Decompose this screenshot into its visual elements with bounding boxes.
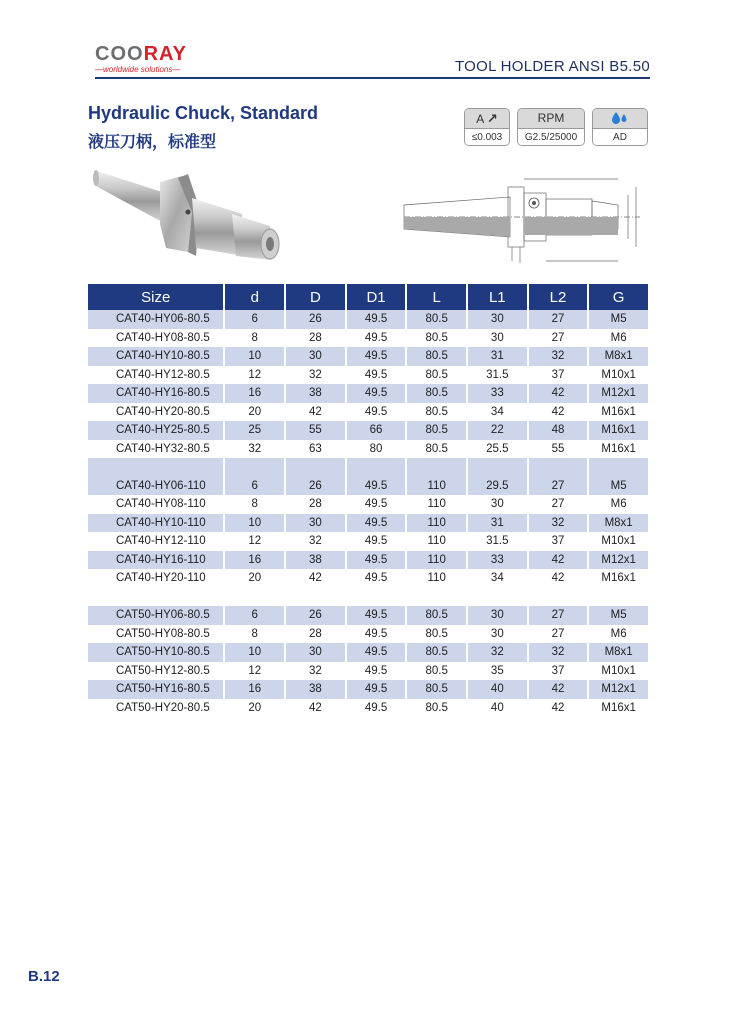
- cell-D1: 66: [345, 421, 406, 440]
- cell-L1: 33: [466, 384, 527, 403]
- cell-D1: 49.5: [345, 514, 406, 533]
- spec-coolant-value: AD: [593, 128, 647, 146]
- column-header-D: D: [284, 284, 345, 310]
- cell-D: 63: [284, 440, 345, 459]
- cell-D1: 49.5: [345, 310, 406, 329]
- column-header-D1: D1: [345, 284, 406, 310]
- cell-G: M5: [587, 477, 648, 496]
- cell-G: M8x1: [587, 643, 648, 662]
- page-number: B.12: [28, 968, 60, 985]
- cell-L1: 31: [466, 347, 527, 366]
- cell-D1: 80: [345, 440, 406, 459]
- cell-L2: 32: [527, 643, 588, 662]
- cell-size: CAT50-HY12-80.5: [116, 664, 210, 677]
- cell-D: [284, 588, 345, 607]
- cell-L: 80.5: [405, 421, 466, 440]
- column-header-L1: L1: [466, 284, 527, 310]
- cell-G: M10x1: [587, 532, 648, 551]
- cell-D1: [345, 588, 406, 607]
- cell-size: [88, 588, 223, 607]
- coolant-drop-icon: [611, 111, 629, 126]
- cell-D1: 49.5: [345, 551, 406, 570]
- cell-L2: 27: [527, 477, 588, 496]
- cell-size: CAT50-HY08-80.5: [116, 627, 210, 640]
- cell-L1: 31.5: [466, 366, 527, 385]
- cell-L: [405, 588, 466, 607]
- brand-wordmark-left: COO: [95, 43, 144, 65]
- cell-L: 110: [405, 569, 466, 588]
- cell-size: CAT40-HY08-110: [116, 498, 206, 511]
- cell-size: CAT50-HY20-80.5: [116, 701, 210, 714]
- table-row: [88, 310, 648, 329]
- cell-L1: 33: [466, 551, 527, 570]
- technical-drawing: [400, 165, 650, 273]
- cell-D: 38: [284, 680, 345, 699]
- cell-d: 12: [223, 662, 284, 681]
- cell-L: 110: [405, 551, 466, 570]
- cell-L2: 32: [527, 514, 588, 533]
- cell-L1: 30: [466, 495, 527, 514]
- cell-D1: 49.5: [345, 680, 406, 699]
- cell-L2: 55: [527, 440, 588, 459]
- brand-tagline: —worldwide solutions—: [95, 65, 181, 74]
- cell-d: 16: [223, 551, 284, 570]
- cell-G: M16x1: [587, 699, 648, 718]
- cell-G: M6: [587, 329, 648, 348]
- table-row: [88, 366, 648, 385]
- cell-L2: 27: [527, 495, 588, 514]
- cell-D: 26: [284, 310, 345, 329]
- cell-L: 110: [405, 477, 466, 496]
- spec-runout: [464, 108, 510, 146]
- cell-d: 10: [223, 347, 284, 366]
- cell-D: 26: [284, 477, 345, 496]
- cell-L: 110: [405, 532, 466, 551]
- cell-D: 28: [284, 625, 345, 644]
- spec-coolant-head: [593, 109, 647, 128]
- cell-D: 42: [284, 699, 345, 718]
- cell-L2: 37: [527, 532, 588, 551]
- cell-d: 12: [223, 532, 284, 551]
- cell-D: 30: [284, 347, 345, 366]
- cell-G: M12x1: [587, 551, 648, 570]
- cell-d: 16: [223, 680, 284, 699]
- cell-G: [587, 588, 648, 607]
- cell-D: 38: [284, 384, 345, 403]
- cell-size: CAT40-HY25-80.5: [88, 421, 223, 440]
- header-divider: [95, 77, 650, 79]
- cell-L: 80.5: [405, 680, 466, 699]
- table-row: [88, 606, 648, 625]
- cell-L2: 27: [527, 310, 588, 329]
- cell-G: M8x1: [587, 514, 648, 533]
- cell-L1: 34: [466, 569, 527, 588]
- cell-size: CAT40-HY06-80.5: [88, 310, 223, 329]
- cell-D1: 49.5: [345, 477, 406, 496]
- cell-D: 55: [284, 421, 345, 440]
- cell-L1: 22: [466, 421, 527, 440]
- cell-L: 80.5: [405, 366, 466, 385]
- cell-d: 6: [223, 310, 284, 329]
- cell-L2: 32: [527, 347, 588, 366]
- cell-L1: 30: [466, 310, 527, 329]
- cell-d: 25: [223, 421, 284, 440]
- spec-runout-label: A: [476, 112, 484, 126]
- cell-D: 26: [284, 606, 345, 625]
- cell-d: 6: [223, 606, 284, 625]
- cell-L2: 37: [527, 662, 588, 681]
- cell-d: 12: [223, 366, 284, 385]
- cell-G: M16x1: [587, 403, 648, 422]
- cell-G: M5: [587, 310, 648, 329]
- column-header-d: d: [223, 284, 284, 310]
- cell-D1: 49.5: [345, 495, 406, 514]
- cell-L1: 40: [466, 699, 527, 718]
- cell-D1: 49.5: [345, 366, 406, 385]
- cell-L2: 42: [527, 403, 588, 422]
- cell-L1: 29.5: [466, 477, 527, 496]
- cell-L: 80.5: [405, 347, 466, 366]
- table-spacer-row: [88, 588, 648, 607]
- cell-L2: 42: [527, 551, 588, 570]
- spec-table: [88, 284, 648, 717]
- spec-rpm: [517, 108, 585, 146]
- cell-L: 110: [405, 495, 466, 514]
- cell-size: CAT40-HY32-80.5: [116, 442, 210, 455]
- cell-L1: 30: [466, 625, 527, 644]
- cell-size: CAT40-HY16-110: [88, 551, 223, 570]
- table-row: [88, 384, 648, 403]
- brand-wordmark-right: RAY: [143, 43, 187, 65]
- cell-D1: 49.5: [345, 662, 406, 681]
- cell-G: M10x1: [587, 366, 648, 385]
- spec-rpm-head: RPM: [518, 109, 584, 128]
- product-photo: [92, 152, 282, 272]
- cell-L: 80.5: [405, 643, 466, 662]
- cell-L: [405, 458, 466, 477]
- cell-d: [223, 458, 284, 477]
- cell-d: 20: [223, 569, 284, 588]
- table-row: [88, 643, 648, 662]
- cell-size: CAT40-HY12-110: [116, 535, 206, 548]
- cell-D1: 49.5: [345, 643, 406, 662]
- cell-L: 80.5: [405, 310, 466, 329]
- cell-L1: 34: [466, 403, 527, 422]
- cell-D: 30: [284, 514, 345, 533]
- cell-G: [587, 458, 648, 477]
- cell-L1: 25.5: [466, 440, 527, 459]
- cell-D1: 49.5: [345, 384, 406, 403]
- cell-D: 32: [284, 532, 345, 551]
- cell-L1: 31.5: [466, 532, 527, 551]
- cell-d: 16: [223, 384, 284, 403]
- cell-d: 10: [223, 643, 284, 662]
- cell-L: 80.5: [405, 329, 466, 348]
- cell-L1: [466, 458, 527, 477]
- cell-L1: 35: [466, 662, 527, 681]
- cell-size: CAT40-HY06-110: [88, 477, 223, 496]
- cell-L2: 27: [527, 625, 588, 644]
- table-row: [88, 662, 648, 681]
- cell-D: 28: [284, 495, 345, 514]
- cell-D1: [345, 458, 406, 477]
- table-row: [88, 477, 648, 496]
- table-row: [88, 699, 648, 718]
- cell-L: 80.5: [405, 403, 466, 422]
- product-title: Hydraulic Chuck, Standard: [88, 103, 319, 123]
- brand-logo: [95, 44, 205, 76]
- cell-D: [284, 458, 345, 477]
- cell-G: M16x1: [587, 569, 648, 588]
- cell-size: CAT50-HY10-80.5: [88, 643, 223, 662]
- cell-L2: 27: [527, 329, 588, 348]
- table-spacer-row: [88, 458, 648, 477]
- cell-L2: 42: [527, 699, 588, 718]
- cell-size: CAT40-HY10-80.5: [88, 347, 223, 366]
- cell-L2: 42: [527, 384, 588, 403]
- cell-L2: 37: [527, 366, 588, 385]
- spec-coolant: [592, 108, 648, 146]
- cell-L: 80.5: [405, 384, 466, 403]
- cell-G: M12x1: [587, 384, 648, 403]
- column-header-L2: L2: [527, 284, 588, 310]
- cell-G: M16x1: [587, 421, 648, 440]
- page-header-title: TOOL HOLDER ANSI B5.50: [454, 58, 650, 75]
- cell-d: [223, 588, 284, 607]
- cell-G: M12x1: [587, 680, 648, 699]
- product-title-cn: 液压刀柄，标准型: [88, 134, 217, 151]
- cell-d: 10: [223, 514, 284, 533]
- cell-L1: 31: [466, 514, 527, 533]
- cell-L2: 48: [527, 421, 588, 440]
- cell-D: 30: [284, 643, 345, 662]
- cell-L: 80.5: [405, 699, 466, 718]
- cell-L2: 42: [527, 569, 588, 588]
- cell-D: 42: [284, 403, 345, 422]
- spec-rpm-value: G2.5/25000: [518, 128, 584, 146]
- cell-D1: 49.5: [345, 403, 406, 422]
- cell-D1: 49.5: [345, 329, 406, 348]
- cell-L: 80.5: [405, 662, 466, 681]
- brand-wordmark: [95, 44, 205, 64]
- cell-size: CAT40-HY16-80.5: [88, 384, 223, 403]
- cell-L: 80.5: [405, 606, 466, 625]
- cell-G: M6: [587, 625, 648, 644]
- table-row: [88, 329, 648, 348]
- cell-size: CAT50-HY06-80.5: [88, 606, 223, 625]
- table-row: [88, 495, 648, 514]
- cell-L2: 42: [527, 680, 588, 699]
- cell-size: CAT40-HY12-80.5: [116, 368, 210, 381]
- cell-D: 38: [284, 551, 345, 570]
- table-row: [88, 347, 648, 366]
- cell-G: M8x1: [587, 347, 648, 366]
- table-row: [88, 680, 648, 699]
- cell-size: CAT40-HY10-110: [88, 514, 223, 533]
- table-row: [88, 440, 648, 459]
- cell-G: M16x1: [587, 440, 648, 459]
- table-row: [88, 551, 648, 570]
- runout-arrow-icon: ↗: [486, 111, 498, 126]
- cell-L: 80.5: [405, 625, 466, 644]
- cell-L1: [466, 588, 527, 607]
- cell-D: 42: [284, 569, 345, 588]
- cell-d: 8: [223, 329, 284, 348]
- table-row: [88, 532, 648, 551]
- column-header-G: G: [587, 284, 648, 310]
- column-header-L: L: [405, 284, 466, 310]
- table-row: [88, 569, 648, 588]
- cell-d: 8: [223, 625, 284, 644]
- table-header-row: [88, 284, 648, 310]
- cell-L1: 32: [466, 643, 527, 662]
- cell-G: M6: [587, 495, 648, 514]
- cell-d: 20: [223, 699, 284, 718]
- cell-size: CAT40-HY08-80.5: [116, 331, 210, 344]
- cell-size: CAT40-HY20-80.5: [116, 405, 210, 418]
- cell-L: 110: [405, 514, 466, 533]
- cell-D1: 49.5: [345, 347, 406, 366]
- cell-L2: [527, 588, 588, 607]
- cell-d: 8: [223, 495, 284, 514]
- cell-size: [88, 458, 223, 477]
- cell-L2: 27: [527, 606, 588, 625]
- cell-D: 32: [284, 366, 345, 385]
- cell-D1: 49.5: [345, 625, 406, 644]
- cell-d: 20: [223, 403, 284, 422]
- cell-D1: 49.5: [345, 532, 406, 551]
- spec-runout-head: [465, 109, 509, 128]
- cell-G: M10x1: [587, 662, 648, 681]
- cell-D1: 49.5: [345, 569, 406, 588]
- cell-L1: 40: [466, 680, 527, 699]
- cell-D: 32: [284, 662, 345, 681]
- table-row: [88, 421, 648, 440]
- column-header-size: Size: [88, 284, 223, 310]
- cell-D1: 49.5: [345, 606, 406, 625]
- table-row: [88, 625, 648, 644]
- table-row: [88, 514, 648, 533]
- spec-runout-value: ≤0.003: [465, 128, 509, 146]
- cell-L1: 30: [466, 606, 527, 625]
- table-body: [88, 310, 648, 717]
- cell-G: M5: [587, 606, 648, 625]
- cell-size: CAT50-HY16-80.5: [88, 680, 223, 699]
- cell-d: 32: [223, 440, 284, 459]
- cell-D1: 49.5: [345, 699, 406, 718]
- cell-size: CAT40-HY20-110: [116, 572, 206, 585]
- cell-D: 28: [284, 329, 345, 348]
- cell-L1: 30: [466, 329, 527, 348]
- cell-d: 6: [223, 477, 284, 496]
- table-row: [88, 403, 648, 422]
- cell-L: 80.5: [405, 440, 466, 459]
- cell-L2: [527, 458, 588, 477]
